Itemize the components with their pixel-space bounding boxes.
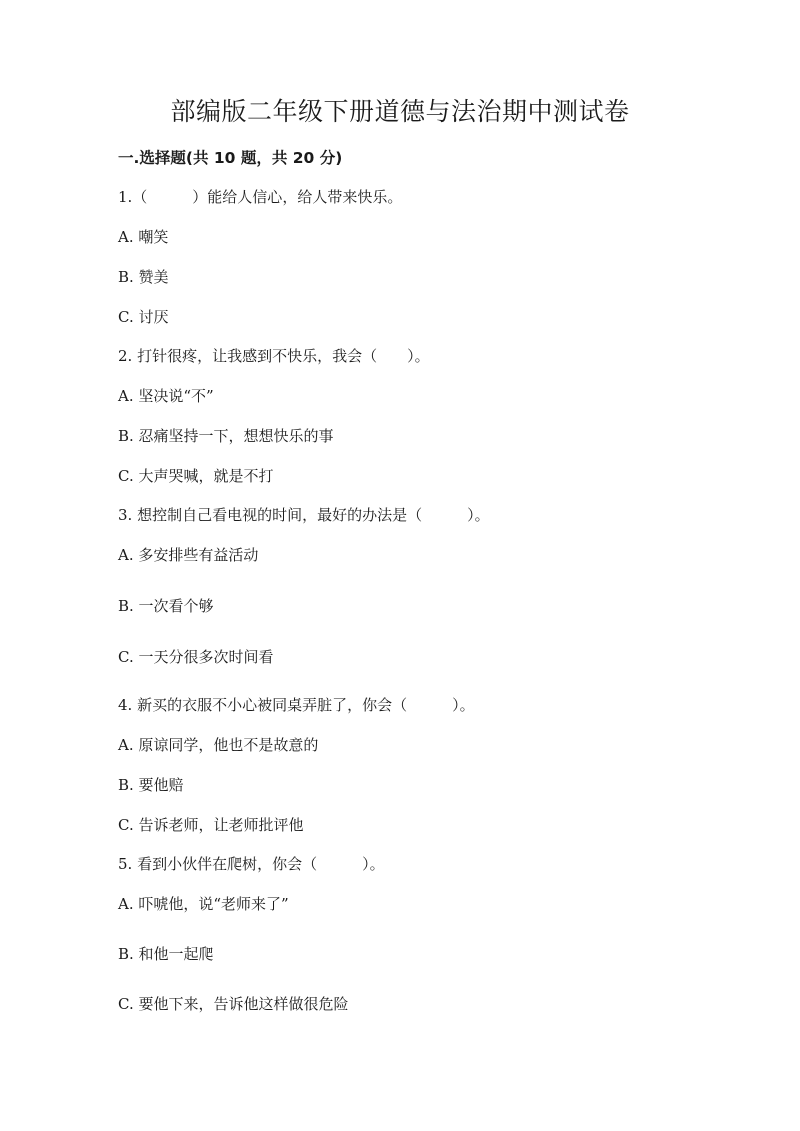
question-3-option-a: A. 多安排些有益活动 bbox=[118, 546, 259, 564]
question-4-option-b: B. 要他赔 bbox=[118, 776, 184, 794]
question-5-stem: 5. 看到小伙伴在爬树，你会（ ）。 bbox=[118, 855, 385, 873]
question-2-option-a: A. 坚决说“不” bbox=[118, 387, 214, 405]
question-3-option-c: C. 一天分很多次时间看 bbox=[118, 648, 274, 666]
question-4-stem: 4. 新买的衣服不小心被同桌弄脏了，你会（ ）。 bbox=[118, 696, 475, 714]
question-3-option-b: B. 一次看个够 bbox=[118, 597, 214, 615]
question-5-option-c: C. 要他下来，告诉他这样做很危险 bbox=[118, 995, 349, 1013]
question-3-stem: 3. 想控制自己看电视的时间，最好的办法是（ ）。 bbox=[118, 506, 490, 524]
page-title: 部编版二年级下册道德与法治期中测试卷 bbox=[170, 97, 630, 126]
question-1-option-b: B. 赞美 bbox=[118, 268, 169, 286]
question-1-option-c: C. 讨厌 bbox=[118, 308, 169, 326]
question-1-option-a: A. 嘲笑 bbox=[118, 228, 169, 246]
question-4-option-a: A. 原谅同学，他也不是故意的 bbox=[118, 736, 319, 754]
question-5-option-b: B. 和他一起爬 bbox=[118, 945, 214, 963]
question-4-option-c: C. 告诉老师，让老师批评他 bbox=[118, 816, 304, 834]
question-2-option-b: B. 忍痛坚持一下，想想快乐的事 bbox=[118, 427, 334, 445]
question-2-stem: 2. 打针很疼，让我感到不快乐，我会（ ）。 bbox=[118, 347, 430, 365]
section-heading: 一.选择题(共 10 题，共 20 分) bbox=[118, 149, 343, 167]
question-2-option-c: C. 大声哭喊，就是不打 bbox=[118, 467, 274, 485]
question-1-stem: 1.（ ）能给人信心，给人带来快乐。 bbox=[118, 188, 403, 206]
question-5-option-a: A. 吓唬他，说“老师来了” bbox=[118, 895, 289, 913]
